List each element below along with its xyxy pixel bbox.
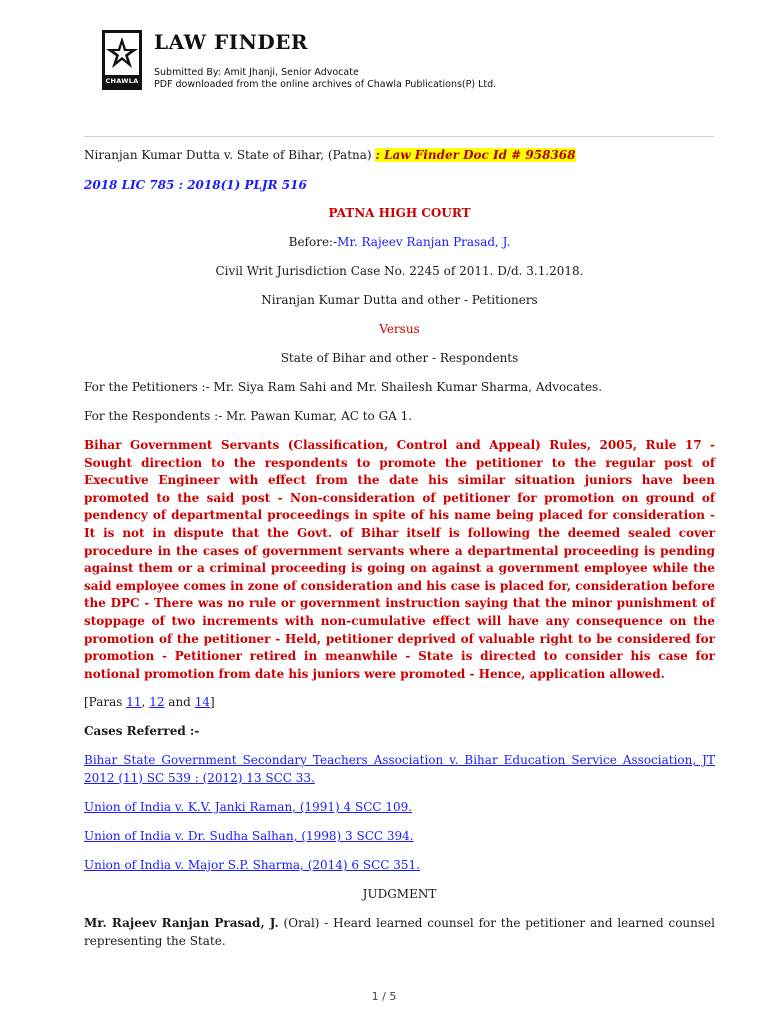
- petitioners: Niranjan Kumar Dutta and other - Petitioners: [261, 293, 538, 307]
- brand-title: LAW FINDER: [154, 30, 309, 54]
- counsel-petitioners: For the Petitioners :- Mr. Siya Ram Sahi and Mr. Shailesh Kumar Sharma, Advocates.: [84, 380, 603, 394]
- judgment-author: Mr. Rajeev Ranjan Prasad, J.: [84, 916, 279, 930]
- paras-and: and: [168, 695, 191, 709]
- paras-prefix: [Paras: [84, 695, 123, 709]
- judge-name: Mr. Rajeev Ranjan Prasad, J.: [337, 235, 511, 249]
- case-link[interactable]: Union of India v. K.V. Janki Raman, (1991) 4 SCC 109.: [84, 800, 413, 814]
- logo-text: CHAWLA: [105, 77, 139, 85]
- doc-id-highlight: : Law Finder Doc Id # 958368: [375, 148, 576, 162]
- cases-referred-heading: Cases Referred :-: [84, 724, 200, 738]
- paras-reference: [84, 694, 215, 712]
- header: [102, 30, 722, 94]
- law-finder-logo: [102, 30, 142, 90]
- judgment-opening: [84, 915, 715, 950]
- respondents: State of Bihar and other - Respondents: [280, 351, 519, 365]
- court-name: PATNA HIGH COURT: [328, 206, 471, 220]
- para-link-12[interactable]: 12: [149, 695, 165, 709]
- case-ref-3: [84, 828, 414, 846]
- header-divider: [84, 136, 714, 137]
- versus: Versus: [379, 322, 420, 336]
- judgment-text: (Oral) - Heard learned counsel for the petitioner and learned counsel representing the State.: [84, 916, 715, 948]
- headnote: Bihar Government Servants (Classification, Control and Appeal) Rules, 2005, Rule 17 - Sought direction to the respondents to promote the petitioner to the regular post of Executive Engineer with effect from the date his similar situation juniors have been promoted to the said post - Non-consideration of petitioner for promotion on ground of pendency of departmental proceedings in spite of his name being placed for consideration - It is not in dispute that the Govt. of Bihar itself is following the deemed sealed cover procedure in the cases of government servants where a departmental proceeding is pending against them or a criminal proceeding is going on against a government employee while the said employee comes in zone of consideration and his case is placed for, consideration before the DPC - There was no rule or government instruction saying that the minor punishment of stoppage of two increments with non-cumulative effect will have any consequence on the promotion of the petitioner - Held, petitioner deprived of valuable right to be considered for promotion - Petitioner retired in meanwhile - State is directed to consider his case for notional promotion from date his juniors were promoted - Hence, application allowed.: [84, 438, 715, 681]
- page-indicator: 1 / 5: [371, 990, 397, 1003]
- header-info: [154, 67, 496, 91]
- judgment-heading: JUDGMENT: [362, 887, 437, 901]
- submitted-by: Submitted By: Amit Jhanji, Senior Advocate: [154, 67, 359, 78]
- before-label: Before:-: [288, 235, 338, 249]
- case-ref-1: [84, 752, 715, 787]
- paras-suffix: ]: [209, 695, 215, 709]
- para-link-14[interactable]: 14: [194, 695, 210, 709]
- paras-comma: ,: [141, 695, 146, 709]
- case-link[interactable]: Union of India v. Major S.P. Sharma, (2014) 6 SCC 351.: [84, 858, 420, 872]
- para-link-11[interactable]: 11: [126, 695, 142, 709]
- case-link[interactable]: Bihar State Government Secondary Teachers Association v. Bihar Education Service Association, JT 2012 (11) SC 539 : (2012) 13 SCC 33.: [84, 753, 715, 785]
- case-number: Civil Writ Jurisdiction Case No. 2245 of 2011. D/d. 3.1.2018.: [215, 264, 584, 278]
- case-ref-4: [84, 857, 420, 875]
- case-parties: Niranjan Kumar Dutta v. State of Bihar, (Patna): [84, 148, 372, 162]
- case-link[interactable]: Union of India v. Dr. Sudha Salhan, (1998) 3 SCC 394.: [84, 829, 414, 843]
- case-ref-2: [84, 799, 412, 817]
- counsel-respondents: For the Respondents :- Mr. Pawan Kumar, AC to GA 1.: [84, 409, 413, 423]
- before-line: [84, 234, 715, 252]
- citation: 2018 LIC 785 : 2018(1) PLJR 516: [84, 178, 307, 192]
- downloaded-note: PDF downloaded from the online archives of Chawla Publications(P) Ltd.: [154, 79, 497, 90]
- doc-title: [84, 147, 576, 165]
